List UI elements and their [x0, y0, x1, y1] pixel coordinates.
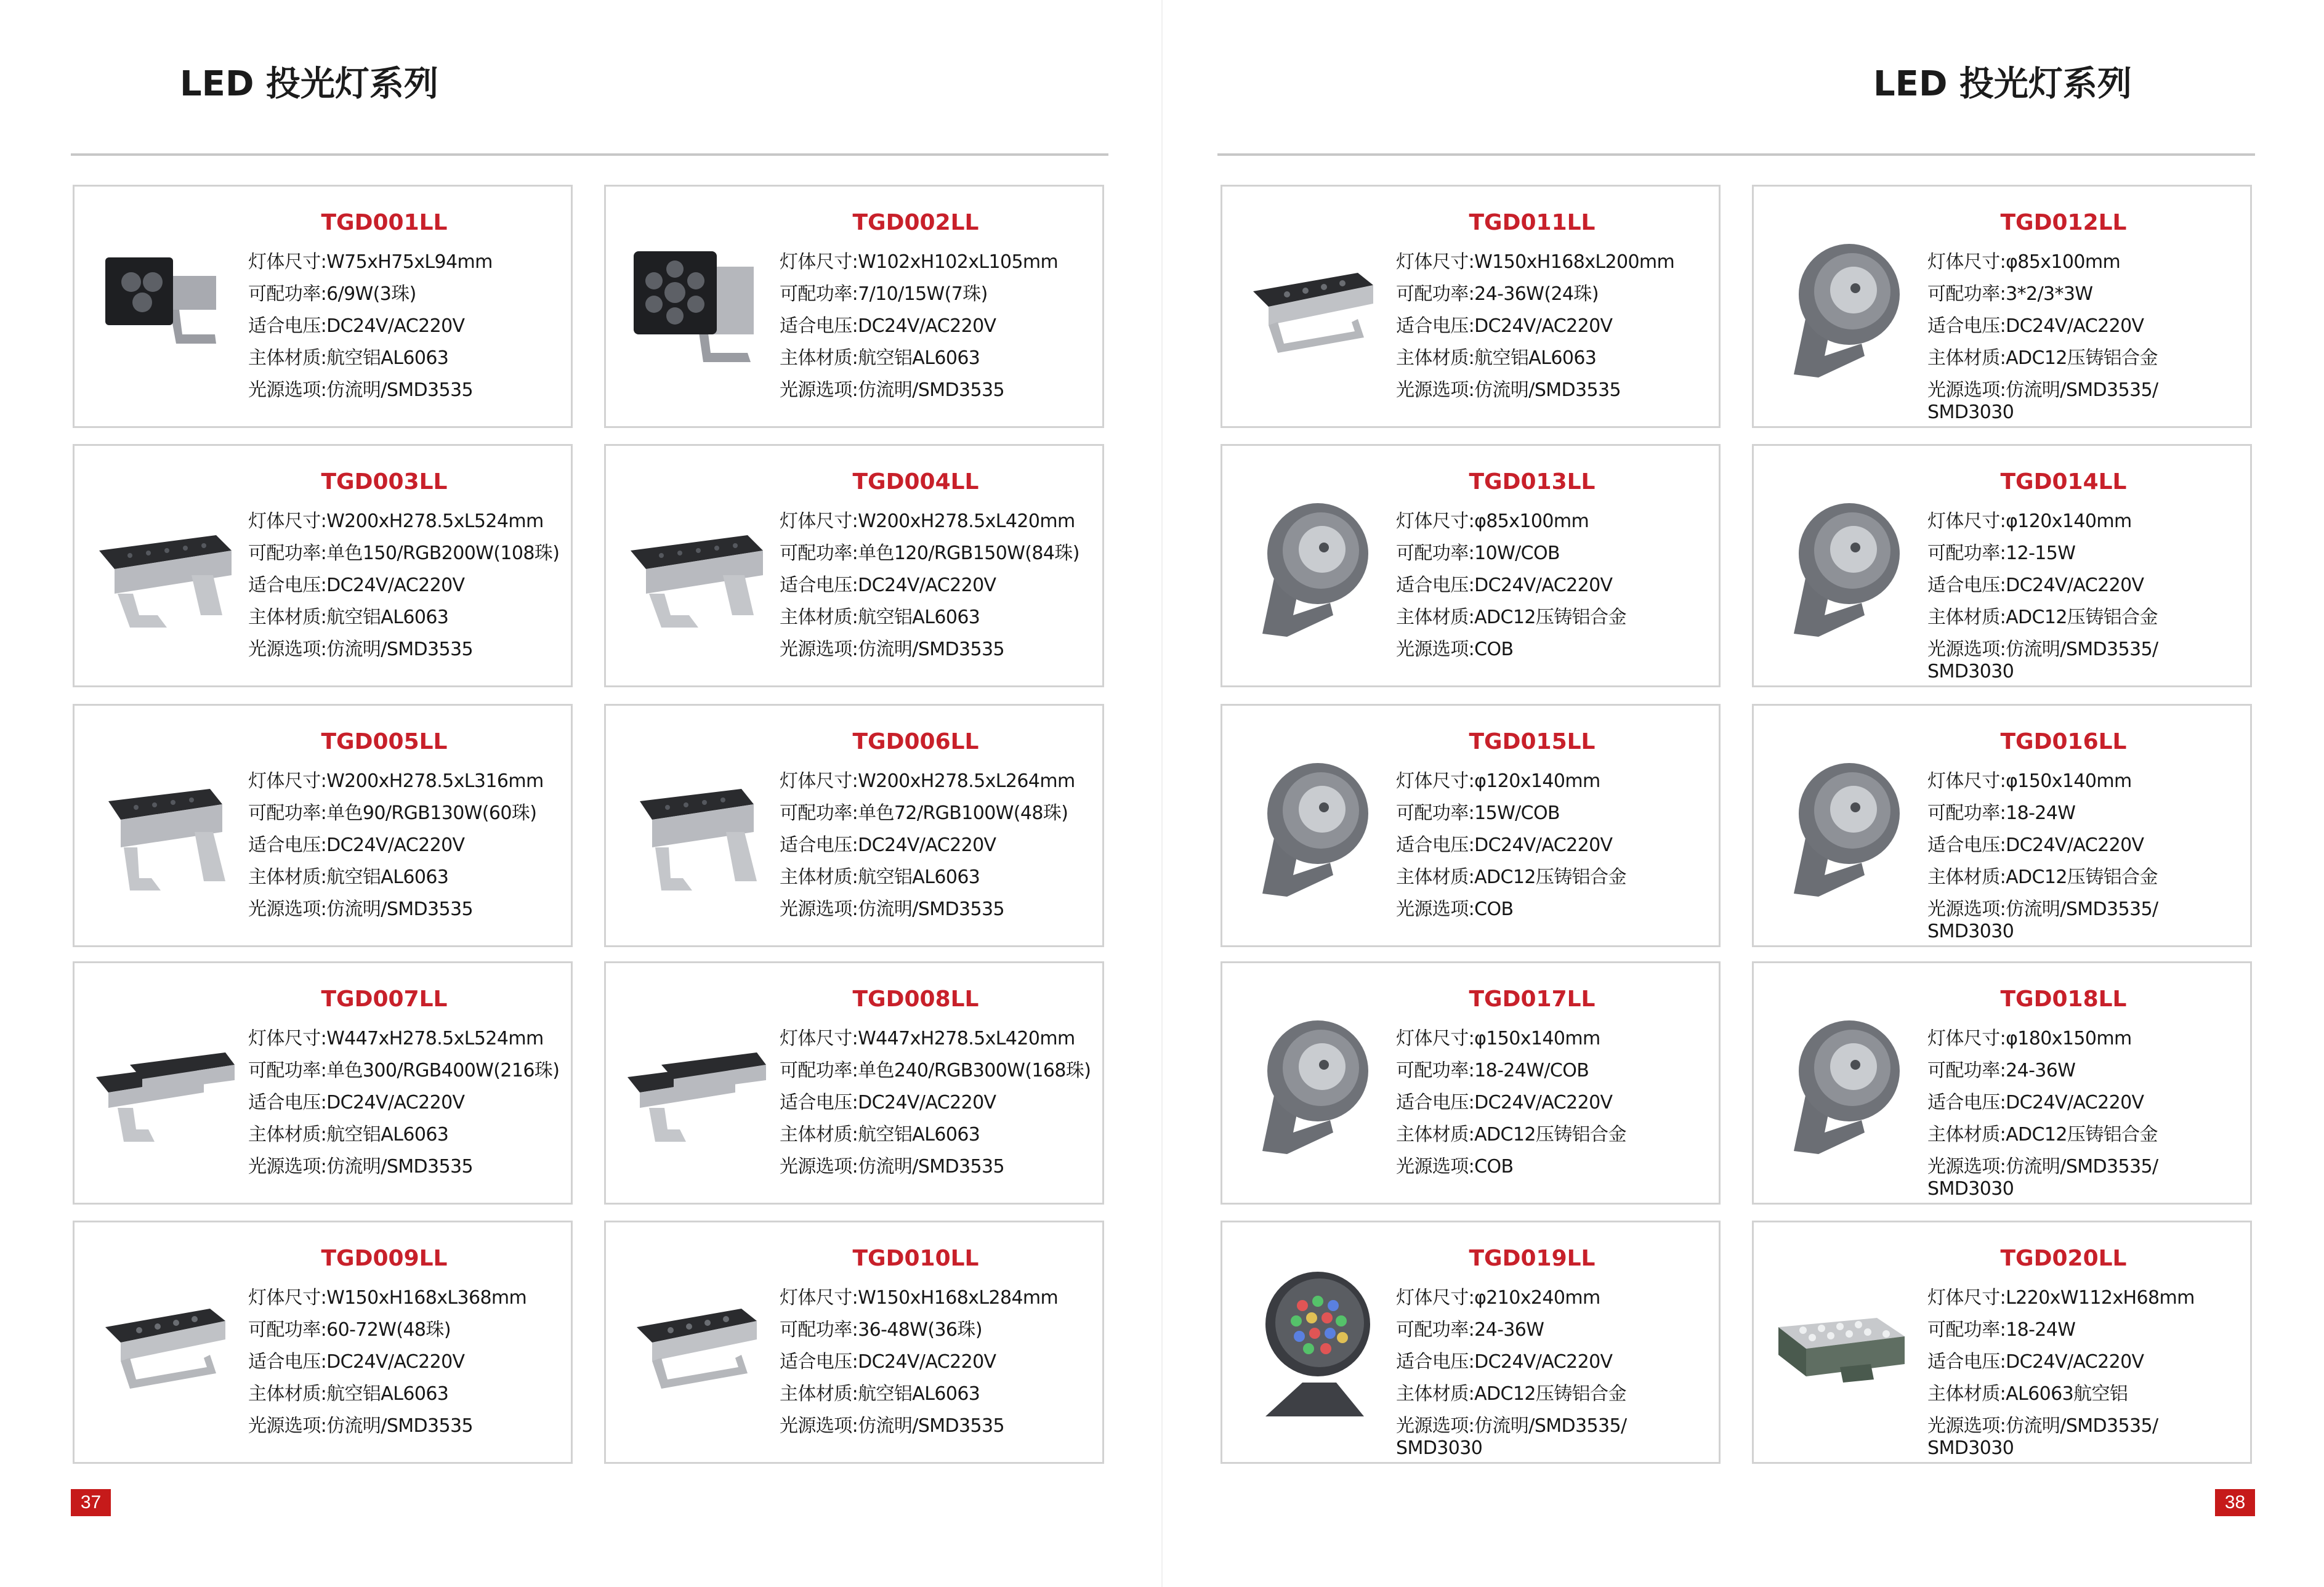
spec-line: 光源选项:仿流明/SMD3535/ SMD3030	[1927, 898, 2158, 942]
double-floodlight-icon	[93, 1000, 235, 1166]
spec-line: 主体材质:ADC12压铸铝合金	[1396, 1124, 1626, 1145]
spec-line: 主体材质:ADC12压铸铝合金	[1396, 607, 1626, 628]
product-model: TGD019LL	[1469, 1246, 1596, 1271]
product-model: TGD020LL	[2000, 1246, 2127, 1271]
spec-line: 适合电压:DC24V/AC220V	[248, 575, 465, 596]
spec-line: 灯体尺寸:φ150x140mm	[1396, 1028, 1600, 1049]
slim-floodlight-icon	[1241, 224, 1382, 390]
product-model: TGD005LL	[321, 729, 448, 754]
product-card	[1752, 704, 2252, 947]
product-specs	[1396, 1023, 1714, 1183]
spec-line: 灯体尺寸:φ150x140mm	[1927, 770, 2132, 792]
product-specs	[1927, 506, 2245, 683]
spec-line: 主体材质:航空铝AL6063	[248, 607, 449, 628]
header-rule	[71, 153, 1108, 156]
spec-line: 可配功率:24-36W	[1927, 1060, 2076, 1081]
round-spotlight-icon	[1241, 743, 1382, 909]
product-card	[1221, 444, 1721, 687]
spec-line: 可配功率:15W/COB	[1396, 802, 1560, 824]
spec-line: 光源选项:COB	[1396, 639, 1514, 660]
product-model: TGD014LL	[2000, 469, 2127, 495]
product-specs	[780, 765, 1097, 926]
product-model: TGD007LL	[321, 987, 448, 1012]
spec-line: 主体材质:ADC12压铸铝合金	[1927, 866, 2158, 888]
header-rule	[1217, 153, 2255, 156]
spec-line: 主体材质:航空铝AL6063	[780, 1124, 980, 1145]
spec-line: 可配功率:18-24W/COB	[1396, 1060, 1589, 1081]
spec-line: 适合电压:DC24V/AC220V	[1396, 1092, 1613, 1113]
product-card	[1221, 185, 1721, 428]
spec-line: 主体材质:ADC12压铸铝合金	[1927, 1124, 2158, 1145]
product-card	[1221, 704, 1721, 947]
spec-line: 灯体尺寸:W447xH278.5xL524mm	[248, 1028, 544, 1049]
product-model: TGD006LL	[852, 729, 979, 754]
spec-line: 主体材质:AL6063航空铝	[1927, 1383, 2128, 1405]
spec-line: 灯体尺寸:W200xH278.5xL316mm	[248, 770, 544, 792]
product-card	[604, 961, 1104, 1205]
product-specs	[248, 765, 566, 926]
spec-line: 灯体尺寸:φ120x140mm	[1396, 770, 1600, 792]
product-card	[73, 961, 573, 1205]
spec-line: 主体材质:ADC12压铸铝合金	[1396, 1383, 1626, 1405]
spec-line: 灯体尺寸:φ85x100mm	[1396, 511, 1589, 532]
product-model: TGD003LL	[321, 469, 448, 495]
spec-line: 光源选项:仿流明/SMD3535	[780, 898, 1004, 920]
product-specs	[1927, 1282, 2245, 1460]
spec-line: 可配功率:单色300/RGB400W(216珠)	[248, 1060, 560, 1081]
product-model: TGD018LL	[2000, 987, 2127, 1012]
spec-line: 光源选项:仿流明/SMD3535/ SMD3030	[1927, 1415, 2158, 1459]
spec-line: 光源选项:仿流明/SMD3535	[248, 1415, 473, 1437]
spec-line: 光源选项:仿流明/SMD3535	[248, 1156, 473, 1177]
product-model: TGD012LL	[2000, 210, 2127, 235]
spec-line: 光源选项:仿流明/SMD3535/ SMD3030	[1927, 1156, 2158, 1200]
product-specs	[780, 1282, 1097, 1442]
slim-floodlight-icon	[624, 1259, 766, 1426]
spec-line: 可配功率:单色90/RGB130W(60珠)	[248, 802, 537, 824]
page-title: LED 投光灯系列	[180, 64, 438, 104]
spec-line: 适合电压:DC24V/AC220V	[248, 834, 465, 856]
spec-line: 光源选项:仿流明/SMD3535	[780, 379, 1004, 401]
product-card	[1752, 444, 2252, 687]
product-specs	[1927, 765, 2245, 943]
spec-line: 主体材质:航空铝AL6063	[780, 1383, 980, 1405]
round-spotlight-icon	[1772, 483, 1914, 649]
spec-line: 主体材质:ADC12压铸铝合金	[1396, 866, 1626, 888]
spec-line: 适合电压:DC24V/AC220V	[1396, 1351, 1613, 1373]
spec-line: 可配功率:24-36W(24珠)	[1396, 283, 1599, 305]
product-model: TGD008LL	[852, 987, 979, 1012]
product-model: TGD011LL	[1469, 210, 1596, 235]
product-specs	[1396, 506, 1714, 666]
spec-line: 适合电压:DC24V/AC220V	[1396, 575, 1613, 596]
long-floodlight-icon	[624, 483, 766, 649]
spec-line: 适合电压:DC24V/AC220V	[248, 1092, 465, 1113]
product-specs	[1396, 765, 1714, 926]
spec-line: 灯体尺寸:W150xH168xL368mm	[248, 1287, 527, 1309]
spec-line: 灯体尺寸:φ180x150mm	[1927, 1028, 2132, 1049]
spec-line: 适合电压:DC24V/AC220V	[1927, 315, 2144, 337]
spec-line: 适合电压:DC24V/AC220V	[780, 575, 996, 596]
spec-line: 适合电压:DC24V/AC220V	[1927, 1092, 2144, 1113]
product-model: TGD013LL	[1469, 469, 1596, 495]
product-model: TGD010LL	[852, 1246, 979, 1271]
product-specs	[1927, 246, 2245, 424]
product-model: TGD001LL	[321, 210, 448, 235]
product-model: TGD009LL	[321, 1246, 448, 1271]
product-specs	[1396, 1282, 1714, 1460]
product-card	[1221, 961, 1721, 1205]
spec-line: 可配功率:24-36W	[1396, 1319, 1544, 1341]
page-number: 38	[2215, 1489, 2255, 1516]
spec-line: 可配功率:单色120/RGB150W(84珠)	[780, 543, 1079, 564]
spec-line: 适合电压:DC24V/AC220V	[780, 315, 996, 337]
spec-line: 可配功率:18-24W	[1927, 1319, 2076, 1341]
spec-line: 灯体尺寸:W200xH278.5xL524mm	[248, 511, 544, 532]
spec-line: 适合电压:DC24V/AC220V	[780, 834, 996, 856]
product-card	[1752, 961, 2252, 1205]
spec-line: 光源选项:仿流明/SMD3535	[780, 1415, 1004, 1437]
product-specs	[780, 506, 1097, 666]
product-specs	[248, 506, 566, 666]
spec-line: 主体材质:航空铝AL6063	[780, 866, 980, 888]
spec-line: 主体材质:ADC12压铸铝合金	[1927, 607, 2158, 628]
page-title: LED 投光灯系列	[1873, 64, 2132, 104]
spec-line: 灯体尺寸:W200xH278.5xL420mm	[780, 511, 1075, 532]
square-floodlight-3led-icon	[93, 224, 235, 390]
spec-line: 光源选项:仿流明/SMD3535/ SMD3030	[1396, 1415, 1627, 1459]
spec-line: 适合电压:DC24V/AC220V	[1927, 1351, 2144, 1373]
spec-line: 可配功率:单色72/RGB100W(48珠)	[780, 802, 1068, 824]
spec-line: 主体材质:航空铝AL6063	[780, 607, 980, 628]
spec-line: 可配功率:单色150/RGB200W(108珠)	[248, 543, 560, 564]
spec-line: 适合电压:DC24V/AC220V	[248, 1351, 465, 1373]
spec-line: 可配功率:6/9W(3珠)	[248, 283, 416, 305]
product-card	[604, 185, 1104, 428]
product-card	[73, 444, 573, 687]
spec-line: 可配功率:3*2/3*3W	[1927, 283, 2093, 305]
spec-line: 灯体尺寸:W102xH102xL105mm	[780, 251, 1059, 273]
spec-line: 灯体尺寸:φ120x140mm	[1927, 511, 2132, 532]
spec-line: 主体材质:航空铝AL6063	[248, 1124, 449, 1145]
spec-line: 可配功率:36-48W(36珠)	[780, 1319, 982, 1341]
spec-line: 主体材质:航空铝AL6063	[248, 347, 449, 369]
spec-line: 主体材质:航空铝AL6063	[248, 1383, 449, 1405]
spec-line: 适合电压:DC24V/AC220V	[248, 315, 465, 337]
product-card	[604, 704, 1104, 947]
medium-floodlight-icon	[93, 743, 235, 909]
spec-line: 灯体尺寸:W447xH278.5xL420mm	[780, 1028, 1075, 1049]
spec-line: 适合电压:DC24V/AC220V	[1927, 575, 2144, 596]
product-card	[73, 704, 573, 947]
product-card	[73, 185, 573, 428]
rgb-round-floodlight-icon	[1241, 1259, 1382, 1426]
spec-line: 光源选项:COB	[1396, 898, 1514, 920]
product-specs	[1927, 1023, 2245, 1200]
spec-line: 光源选项:仿流明/SMD3535	[248, 639, 473, 660]
product-model: TGD015LL	[1469, 729, 1596, 754]
spec-line: 光源选项:仿流明/SMD3535	[248, 379, 473, 401]
spec-line: 灯体尺寸:W150xH168xL200mm	[1396, 251, 1675, 273]
spec-line: 主体材质:航空铝AL6063	[248, 866, 449, 888]
spec-line: 主体材质:航空铝AL6063	[780, 347, 980, 369]
spec-line: 光源选项:仿流明/SMD3535	[1396, 379, 1621, 401]
product-specs	[248, 246, 566, 406]
spec-line: 可配功率:7/10/15W(7珠)	[780, 283, 988, 305]
product-model: TGD016LL	[2000, 729, 2127, 754]
product-card	[1221, 1221, 1721, 1464]
spec-line: 灯体尺寸:W150xH168xL284mm	[780, 1287, 1059, 1309]
spec-line: 可配功率:60-72W(48珠)	[248, 1319, 451, 1341]
square-floodlight-7led-icon	[624, 224, 766, 390]
spec-line: 灯体尺寸:φ85x100mm	[1927, 251, 2121, 273]
spec-line: 光源选项:仿流明/SMD3535	[248, 898, 473, 920]
spec-line: 灯体尺寸:W75xH75xL94mm	[248, 251, 493, 273]
product-specs	[248, 1282, 566, 1442]
product-specs	[780, 1023, 1097, 1183]
medium-floodlight-icon	[624, 743, 766, 909]
product-card	[73, 1221, 573, 1464]
product-card	[1752, 185, 2252, 428]
page-number: 37	[71, 1489, 111, 1516]
product-model: TGD004LL	[852, 469, 979, 495]
spec-line: 光源选项:仿流明/SMD3535/ SMD3030	[1927, 379, 2158, 423]
round-spotlight-icon	[1241, 1000, 1382, 1166]
round-spotlight-icon	[1772, 1000, 1914, 1166]
spec-line: 光源选项:仿流明/SMD3535	[780, 1156, 1004, 1177]
round-spotlight-icon	[1772, 743, 1914, 909]
slim-floodlight-icon	[93, 1259, 235, 1426]
product-specs	[780, 246, 1097, 406]
spec-line: 灯体尺寸:L220xW112xH68mm	[1927, 1287, 2195, 1309]
spec-line: 适合电压:DC24V/AC220V	[1927, 834, 2144, 856]
spec-line: 主体材质:航空铝AL6063	[1396, 347, 1597, 369]
product-specs	[248, 1023, 566, 1183]
spec-line: 可配功率:单色240/RGB300W(168珠)	[780, 1060, 1091, 1081]
spec-line: 可配功率:18-24W	[1927, 802, 2076, 824]
box-floodlight-icon	[1772, 1259, 1914, 1426]
spec-line: 可配功率:12-15W	[1927, 543, 2076, 564]
spec-line: 光源选项:COB	[1396, 1156, 1514, 1177]
spec-line: 光源选项:仿流明/SMD3535/ SMD3030	[1927, 639, 2158, 682]
spec-line: 适合电压:DC24V/AC220V	[780, 1351, 996, 1373]
product-card	[1752, 1221, 2252, 1464]
product-model: TGD002LL	[852, 210, 979, 235]
double-floodlight-icon	[624, 1000, 766, 1166]
spec-line: 灯体尺寸:φ210x240mm	[1396, 1287, 1600, 1309]
round-spotlight-icon	[1772, 224, 1914, 390]
spec-line: 主体材质:ADC12压铸铝合金	[1927, 347, 2158, 369]
spec-line: 适合电压:DC24V/AC220V	[1396, 315, 1613, 337]
product-model: TGD017LL	[1469, 987, 1596, 1012]
long-floodlight-icon	[93, 483, 235, 649]
spec-line: 适合电压:DC24V/AC220V	[780, 1092, 996, 1113]
round-spotlight-icon	[1241, 483, 1382, 649]
spec-line: 可配功率:10W/COB	[1396, 543, 1560, 564]
spec-line: 灯体尺寸:W200xH278.5xL264mm	[780, 770, 1075, 792]
product-card	[604, 444, 1104, 687]
spec-line: 光源选项:仿流明/SMD3535	[780, 639, 1004, 660]
product-card	[604, 1221, 1104, 1464]
product-specs	[1396, 246, 1714, 406]
spec-line: 适合电压:DC24V/AC220V	[1396, 834, 1613, 856]
